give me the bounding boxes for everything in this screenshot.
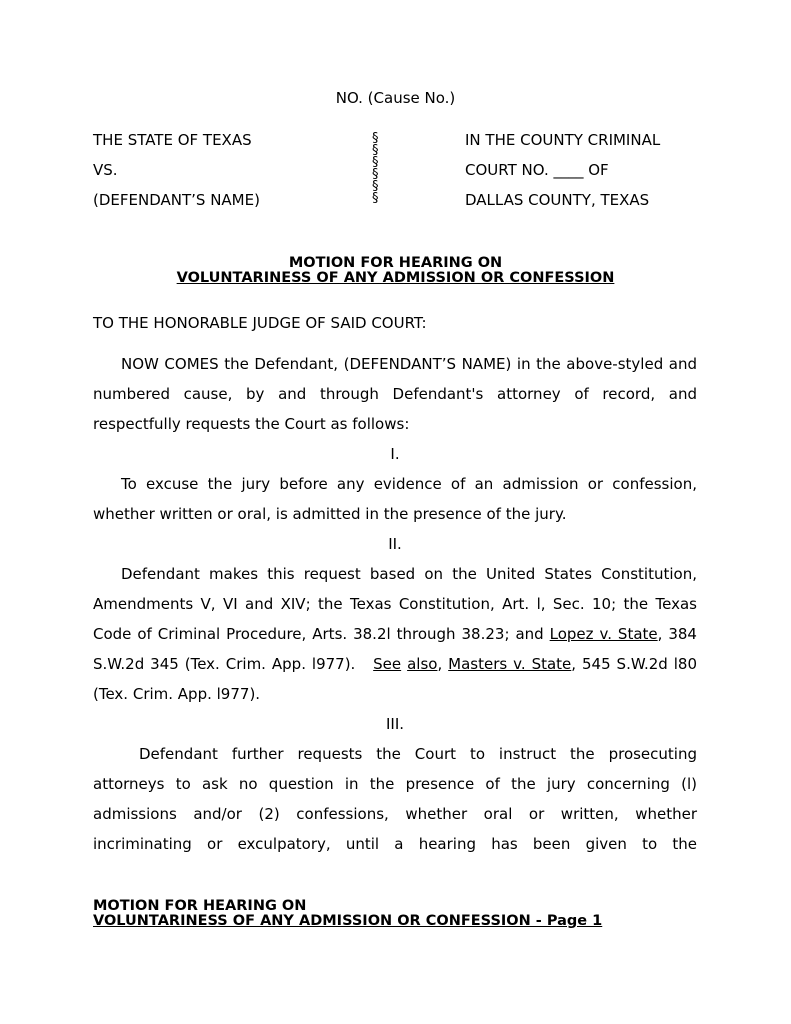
case-citation-lopez: Lopez v. State: [549, 625, 658, 643]
section2-text-a: Defendant makes this request based on the United States Constitution, Amendments V, VI and XIV; the Texas Constitution, Art. l, Sec. 10; the Texas Code of Criminal Procedure, Arts. 38.2l through 38.23; and: [93, 565, 697, 643]
caption-court-line1: IN THE COUNTY CRIMINAL: [465, 131, 661, 149]
caption-right: [465, 133, 725, 223]
section-mark: §: [372, 191, 379, 206]
document-title: [0, 256, 791, 286]
section2-text-b: , 384 S.W.2d 345 (Tex. Crim. App. l977).: [93, 625, 697, 673]
section-mark: §: [372, 131, 379, 146]
caption-court-line2: COURT NO. ____ OF: [465, 161, 609, 179]
signal-see: See: [373, 655, 402, 673]
page-footer: [93, 899, 602, 929]
footer-line2: VOLUNTARINESS OF ANY ADMISSION OR CONFESSION - Page 1: [93, 913, 603, 929]
case-citation-masters: Masters v. State: [448, 655, 572, 673]
caption-vs: VS.: [93, 161, 118, 179]
caption-court-line3: DALLAS COUNTY, TEXAS: [465, 191, 650, 209]
intro-paragraph: NOW COMES the Defendant, (DEFENDANT’S NAME) in the above-styled and numbered cause, by and through Defendant's attorney of record, and respectfully requests the Court as follows:: [93, 355, 697, 433]
section3-paragraph: Defendant further requests the Court to instruct the prosecuting attorneys to ask no question in the presence of the jury concerning (l) admissions and/or (2) confessions, whether oral or written, whether incriminating or exculpatory, until a hearing has been given to the: [93, 745, 697, 853]
section-mark: §: [372, 155, 379, 170]
caption-section-marks: [372, 133, 384, 205]
title-line1: MOTION FOR HEARING ON: [288, 255, 503, 271]
section2-text-c: , 545 S.W.2d l80 (Tex. Crim. App. l977).: [93, 655, 697, 703]
section-numeral-1: I.: [390, 445, 400, 463]
section-mark: §: [372, 179, 379, 194]
section1-paragraph: To excuse the jury before any evidence of an admission or confession, whether written or oral, is admitted in the presence of the jury.: [93, 475, 697, 523]
footer-line1: MOTION FOR HEARING ON: [93, 898, 307, 914]
section-mark: §: [372, 167, 379, 182]
title-line2: VOLUNTARINESS OF ANY ADMISSION OR CONFESSION: [176, 270, 615, 286]
signal-also: also: [407, 655, 438, 673]
section-numeral-2: II.: [388, 535, 402, 553]
court-address: TO THE HONORABLE JUDGE OF SAID COURT:: [93, 314, 427, 332]
cause-number: NO. (Cause No.): [335, 89, 456, 107]
caption-left: [93, 133, 353, 223]
caption-state: THE STATE OF TEXAS: [93, 131, 252, 149]
section-mark: §: [372, 143, 379, 158]
section2-paragraph: Defendant makes this request based on the United States Constitution, Amendments V, VI and XIV; the Texas Constitution, Art. l, Sec. 10; the Texas Code of Criminal Procedure, Arts. 38.2l through 38.23; and Lopez v. State, 384 S.W.2d 345 (Tex. Crim. App. l977). See also, Masters v. State, 545 S.W.2d l80 (Tex. Crim. App. l977).: [93, 565, 697, 703]
section-numeral-3: III.: [385, 715, 405, 733]
motion-body: [93, 349, 697, 859]
caption-defendant: (DEFENDANT’S NAME): [93, 191, 260, 209]
